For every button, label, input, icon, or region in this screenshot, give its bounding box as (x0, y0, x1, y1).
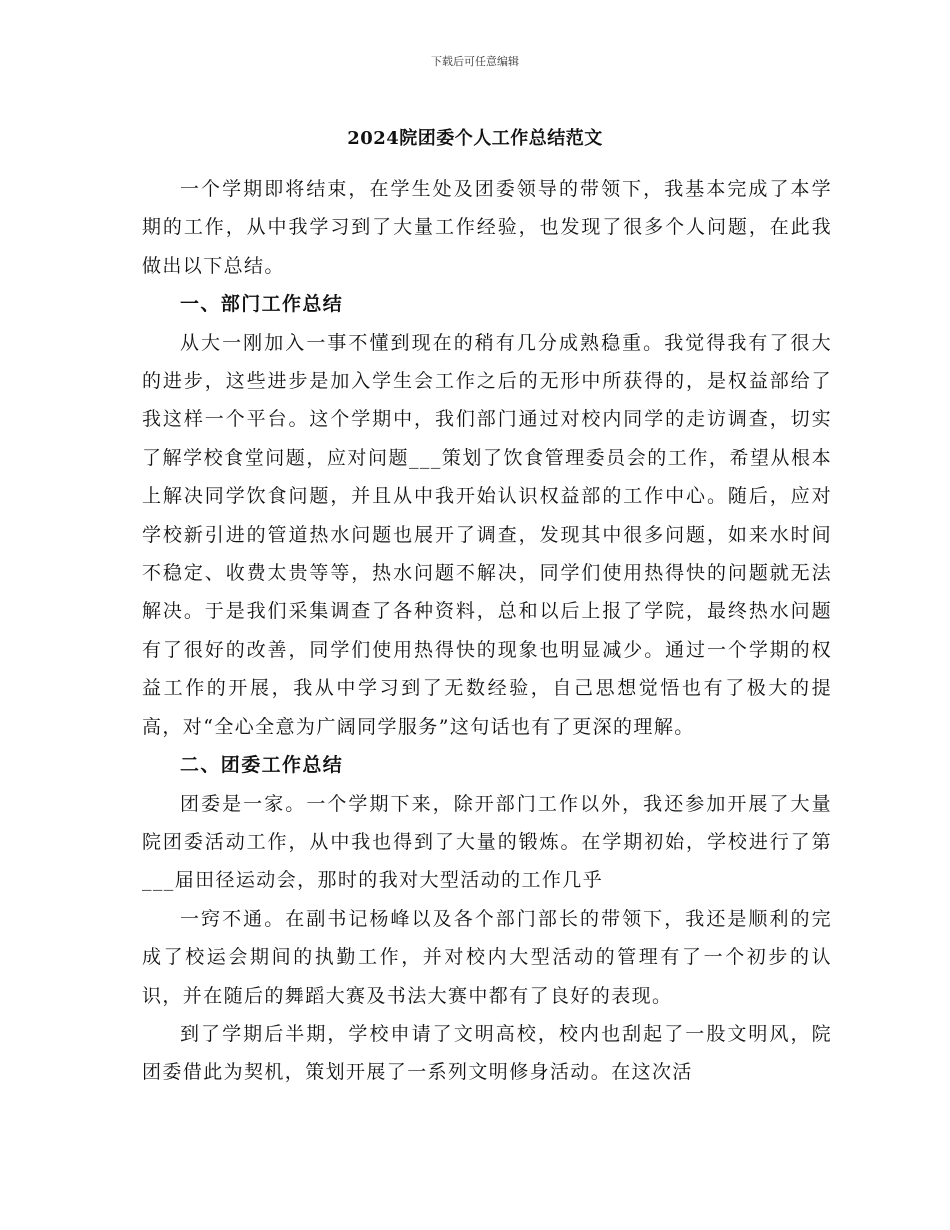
intro-paragraph: 一个学期即将结束，在学生处及团委领导的带领下，我基本完成了本学期的工作，从中我学习到了大量工作经验，也发现了很多个人问题，在此我做出以下总结。 (142, 178, 832, 277)
section-heading-department: 一、部门工作总结 (180, 293, 344, 316)
league-summary-paragraph: 团委是一家。一个学期下来，除开部门工作以外，我还参加开展了大量院团委活动工作，从中我也得到了大量的锻炼。在学期初始，学校进行了第___届田径运动会，那时的我对大型活动的工作几乎 (142, 792, 832, 892)
section-heading-league: 二、团委工作总结 (180, 754, 344, 777)
document-body (142, 170, 832, 1092)
department-summary-paragraph: 从大一刚加入一事不懂到现在的稍有几分成熟稳重。我觉得我有了很大的进步，这些进步是加入学生会工作之后的无形中所获得的，是权益部给了我这样一个平台。这个学期中，我们部门通过对校内同学的走访调查，切实了解学校食堂问题，应对问题___策划了饮食管理委员会的工作，希望从根本上解决同学饮食问题，并且从中我开始认识权益部的工作中心。随后，应对学校新引进的管道热水问题也展开了调查，发现其中很多问题，如来水时间不稳定、收费太贵等等，热水问题不解决，同学们使用热得快的问题就无法解决。于是我们采集调查了各种资料，总和以后上报了学院，最终热水问题有了很好的改善，同学们使用热得快的现象也明显减少。通过一个学期的权益工作的开展，我从中学习到了无数经验，自己思想觉悟也有了极大的提高，对“全心全意为广阔同学服务”这句话也有了更深的理解。 (142, 331, 832, 738)
header-note: 下载后可任意编辑 (431, 55, 519, 68)
league-summary-continuation: 一窍不通。在副书记杨峰以及各个部门部长的带领下，我还是顺利的完成了校运会期间的执勤工作，并对校内大型活动的管理有了一个初步的认识，并在随后的舞蹈大赛及书法大赛中都有了良好的表现。 (142, 907, 832, 1007)
document-title: 2024院团委个人工作总结范文 (347, 128, 603, 149)
second-half-paragraph: 到了学期后半期，学校申请了文明高校，校内也刮起了一股文明风，院团委借此为契机，策划开展了一系列文明修身活动。在这次活 (142, 1022, 832, 1084)
